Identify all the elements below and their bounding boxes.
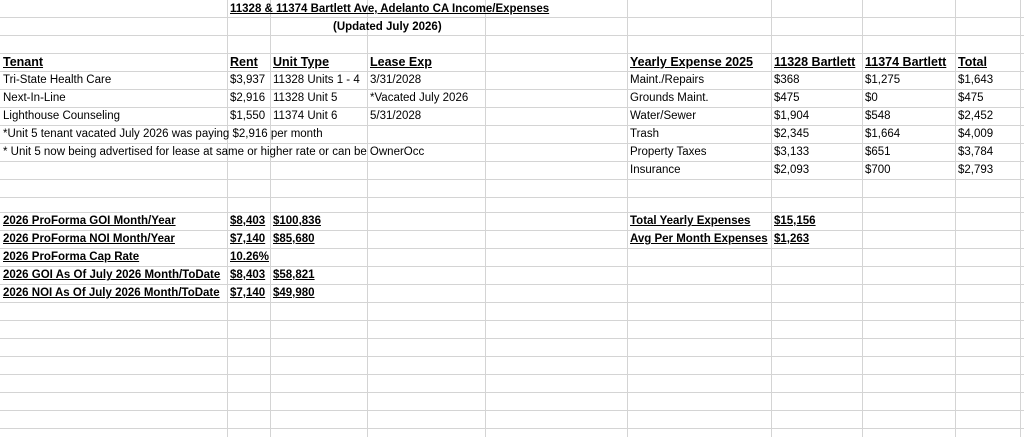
expense-total-cell[interactable]: $475	[958, 92, 984, 104]
tenant-rent-cell[interactable]: $1,550	[230, 110, 266, 122]
tenant-unit-cell[interactable]: 11328 Unit 5	[273, 92, 338, 104]
expense-11374-cell[interactable]: $1,664	[865, 128, 901, 140]
expense-11374-cell[interactable]: $1,275	[865, 74, 901, 86]
grid-column-line	[270, 0, 271, 437]
expense-label-cell[interactable]: Water/Sewer	[630, 110, 697, 122]
proforma-label-cell[interactable]: 2026 NOI As Of July 2026 Month/ToDate	[3, 287, 220, 299]
expense-label-cell[interactable]: Maint./Repairs	[630, 74, 705, 86]
grid-row-line	[0, 338, 1024, 339]
expense-11328-cell[interactable]: $3,133	[774, 146, 810, 158]
expense-11328-cell[interactable]: $368	[774, 74, 800, 86]
proforma-month-cell[interactable]: $8,403	[230, 269, 266, 281]
grid-row-line	[0, 35, 1024, 36]
grid-row-line	[0, 356, 1024, 357]
tenant-header: Tenant	[3, 55, 44, 69]
proforma-month-cell[interactable]: $7,140	[230, 233, 266, 245]
expense-11374-cell[interactable]: $548	[865, 110, 891, 122]
bartlett-11374-header: 11374 Bartlett	[865, 55, 947, 69]
grid-row-line	[0, 374, 1024, 375]
tenant-name-cell[interactable]: Next-In-Line	[3, 92, 66, 104]
bartlett-11328-header: 11328 Bartlett	[774, 55, 856, 69]
proforma-cap-rate-cell[interactable]: 10.26%	[230, 251, 270, 263]
grid-column-line	[485, 0, 486, 437]
grid-row-line	[0, 248, 1024, 249]
avg-monthly-expenses-label[interactable]: Avg Per Month Expenses	[630, 233, 768, 245]
grid-row-line	[0, 392, 1024, 393]
expense-label-cell[interactable]: Grounds Maint.	[630, 92, 709, 104]
expense-11374-cell[interactable]: $700	[865, 164, 891, 176]
expense-11328-cell[interactable]: $2,093	[774, 164, 810, 176]
avg-monthly-expenses-value[interactable]: $1,263	[774, 233, 810, 245]
tenant-name-cell[interactable]: Lighthouse Counseling	[3, 110, 121, 122]
yearly-expense-header: Yearly Expense 2025	[630, 55, 754, 69]
tenant-name-cell[interactable]: Tri-State Health Care	[3, 74, 112, 86]
proforma-label-cell[interactable]: 2026 GOI As Of July 2026 Month/ToDate	[3, 269, 221, 281]
grid-row-line	[0, 410, 1024, 411]
note-cell[interactable]: *Unit 5 tenant vacated July 2026 was paying $2,916 per month	[3, 128, 323, 140]
total-yearly-expenses-value[interactable]: $15,156	[774, 215, 816, 227]
tenant-rent-cell[interactable]: $3,937	[230, 74, 266, 86]
unit-type-header: Unit Type	[273, 55, 330, 69]
proforma-year-cell[interactable]: $85,680	[273, 233, 315, 245]
tenant-unit-cell[interactable]: 11374 Unit 6	[273, 110, 338, 122]
grid-column-line	[367, 0, 368, 437]
tenant-rent-cell[interactable]: $2,916	[230, 92, 266, 104]
grid-row-line	[0, 179, 1024, 180]
proforma-month-cell[interactable]: $8,403	[230, 215, 266, 227]
expense-total-cell[interactable]: $2,793	[958, 164, 994, 176]
expense-label-cell[interactable]: Property Taxes	[630, 146, 707, 158]
grid-row-line	[0, 197, 1024, 198]
expense-11374-cell[interactable]: $0	[865, 92, 878, 104]
expense-label-cell[interactable]: Insurance	[630, 164, 681, 176]
expense-11328-cell[interactable]: $1,904	[774, 110, 810, 122]
expense-total-cell[interactable]: $2,452	[958, 110, 994, 122]
proforma-todate-cell[interactable]: $58,821	[273, 269, 315, 281]
proforma-year-cell[interactable]: $100,836	[273, 215, 321, 227]
expense-11374-cell[interactable]: $651	[865, 146, 891, 158]
expense-total-cell[interactable]: $1,643	[958, 74, 994, 86]
sheet-subtitle: (Updated July 2026)	[333, 21, 442, 33]
lease-exp-header: Lease Exp	[370, 55, 432, 69]
total-yearly-expenses-label[interactable]: Total Yearly Expenses	[630, 215, 751, 227]
total-header: Total	[958, 55, 987, 69]
expense-11328-cell[interactable]: $475	[774, 92, 800, 104]
expense-11328-cell[interactable]: $2,345	[774, 128, 810, 140]
grid-column-line	[955, 0, 956, 437]
expense-total-cell[interactable]: $3,784	[958, 146, 994, 158]
tenant-lease-cell[interactable]: 5/31/2028	[370, 110, 422, 122]
proforma-label-cell[interactable]: 2026 ProForma Cap Rate	[3, 251, 140, 263]
grid-column-line	[1020, 0, 1021, 437]
proforma-todate-cell[interactable]: $49,980	[273, 287, 315, 299]
expense-total-cell[interactable]: $4,009	[958, 128, 994, 140]
sheet-title: 11328 & 11374 Bartlett Ave, Adelanto CA Income/Expenses	[230, 3, 550, 15]
tenant-lease-cell[interactable]: *Vacated July 2026	[370, 92, 469, 104]
grid-column-line	[627, 0, 628, 437]
proforma-label-cell[interactable]: 2026 ProForma GOI Month/Year	[3, 215, 176, 227]
proforma-month-cell[interactable]: $7,140	[230, 287, 266, 299]
grid-column-line	[771, 0, 772, 437]
proforma-label-cell[interactable]: 2026 ProForma NOI Month/Year	[3, 233, 175, 245]
tenant-lease-cell[interactable]: 3/31/2028	[370, 74, 422, 86]
grid-row-line	[0, 428, 1024, 429]
grid-row-line	[0, 320, 1024, 321]
expense-label-cell[interactable]: Trash	[630, 128, 659, 140]
note-cell[interactable]: * Unit 5 now being advertised for lease at same or higher rate or can be OwnerOcc	[3, 146, 425, 158]
tenant-unit-cell[interactable]: 11328 Units 1 - 4	[273, 74, 360, 86]
grid-column-line	[227, 0, 228, 437]
grid-column-line	[862, 0, 863, 437]
grid-row-line	[0, 302, 1024, 303]
rent-header: Rent	[230, 55, 258, 69]
